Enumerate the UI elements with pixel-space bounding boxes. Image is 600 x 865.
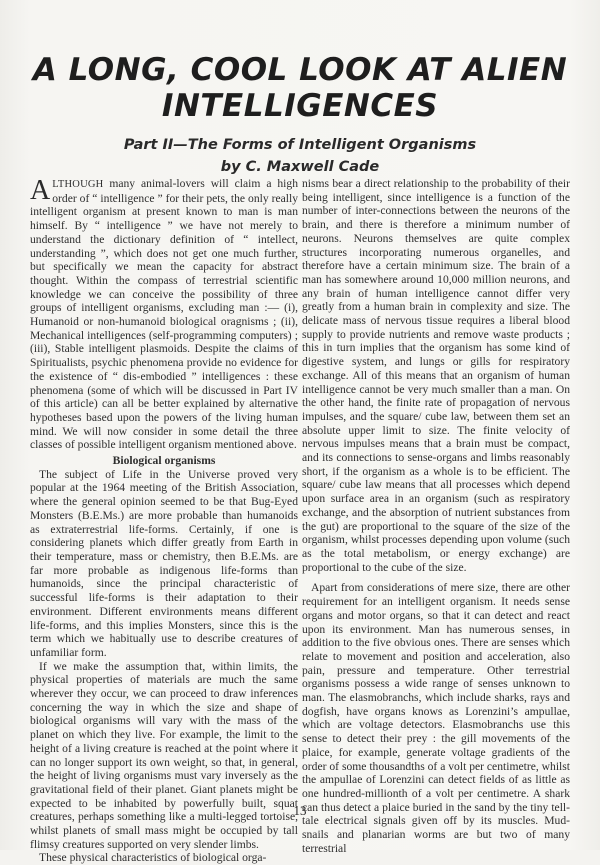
article-title <box>0 52 600 124</box>
left-column <box>30 177 298 865</box>
title-line-1: A LONG, COOL LOOK AT ALIEN <box>32 52 568 88</box>
section-heading: Biological organisms <box>112 454 216 468</box>
intro-paragraph <box>30 177 298 452</box>
title-line-2: INTELLIGENCES <box>161 88 439 124</box>
drop-cap: A <box>30 175 51 206</box>
page-number: 13 <box>293 803 307 818</box>
body-paragraph: If we make the assumption that, within limits, the physical properties of materials are much the same wherever they occur, we can proceed to draw inferences concerning the way in which the size and shape of biological organisms will vary with the mass of the planet on which they live. For example, the limit to the height of a living creature is reached at the point where it can no longer support its own weight, so that, in general, the height of living organisms must vary inversely as the gravitational field of their planet. Giant planets might be expected to be inhabited by powerfully built, squat creatures, perhaps something like a multi-legged tortoise, whilst planets of small mass might be occupied by tall flimsy creatures supported on very slender limbs. <box>30 659 298 851</box>
intro-text: many animal-lovers will claim a high order of “ intelligence ” for their pets, the only really intelligent organism at present known to man is man himself. By “ intelligence ” we have not merely to understand the dictionary definition of “ intellect, understanding ”, which does not get one much further, but specifically we mean the capacity for abstract thought. Within the compass of terrestrial scientific knowledge we can conceive the possibility of three groups of intelligent organisms, excluding man :— (i), Humanoid or non-humanoid biological oragnisms ; (ii), Mechanical intelligences (self-programming computers) ; (iii), Stable intelligent plasmoids. Despite the claims of Spiritualists, psychic phenomena provide no evidence for the existence of “ dis-embodied ” intelligences : these phenomena (some of which will be discussed in Part IV of this article) can all be better explained by alternative hypotheses based upon the powers of the living human mind. We will now consider in some detail the three classes of possible intelligent organism mentioned above. <box>30 177 298 452</box>
body-paragraph: nisms bear a direct relationship to the probability of their being intelligent, since intelligence is a function of the number of inter-connections between the neurons of the brain, and there is therefore a minimum number of neurons. Neurons themselves are quite complex structures incorporating numerous organelles, and therefore have a certain minimum size. The brain of a man has somewhere around 10,000 million neurons, and any brain of human intelligence cannot differ very greatly from a human brain in complexity and size. The delicate mass of nervous tissue requires a liberal blood supply to provide nutrients and remove waste products ; this in turn implies that the organism has some kind of digestive system, and lungs or gills for respiratory exchange. All of this means that an organism of human intelligence cannot be very much smaller than a man. On the other hand, the finite rate of propagation of nervous impulses, and the square/ cube law, between them set an absolute upper limit to size. The finite velocity of nervous impulses means that a brain must be compact, and its connections to sense-organs and limbs reasonably short, if the organism as a whole is to be efficient. The square/ cube law means that all processes which depend upon surface area in an organism (such as respiratory exchange, and the absorption of nutrient substances from the gut) are proportional to the square of the size of the organism, whilst processes depending upon volume (such as the total metabolism, or energy exchange) are proportional to the cube of the size. <box>302 177 570 574</box>
body-paragraph: Apart from considerations of mere size, there are other requirement for an intelligent organism. It needs sense organs and motor organs, so that it can detect and react upon its environment. Man has numerous senses, in addition to the five obvious ones. There are senses which relate to movement and position and acceleration, also pain, pressure and temperature. Other terrestrial organisms possess a wide range of senses unknown to man. The elasmobranchs, which include sharks, rays and dogfish, have organs knows as Lorenzini’s ampullae, which are voltage detectors. Elasmobranchs use this sense to detect their prey : the gill movements of the plaice, for example, generate voltage gradients of the order of some thousandths of a volt per centimetre, whilst the ampullae of Lorenzini can detect fields of as little as one hundred-millionth of a volt per centimetre. A shark can thus detect a plaice buried in the sand by the tiny tell-tale electrical signals given off by its muscles. Mud-snails and planarian worms are but two of many terrestrial <box>302 581 570 855</box>
lead-caps: LTHOUGH <box>52 179 104 190</box>
right-column <box>302 177 570 855</box>
article-byline: by C. Maxwell Cade <box>220 159 380 175</box>
article-subtitle-block <box>0 134 600 178</box>
article-subtitle: Part II—The Forms of Intelligent Organisms <box>123 137 477 153</box>
body-paragraph: These physical characteristics of biological orga- <box>39 851 267 865</box>
body-paragraph: The subject of Life in the Universe proved very popular at the 1964 meeting of the British Association, where the general opinion seemed to be that Bug-Eyed Monsters (B.E.Ms.) are more probable than humanoids as extraterrestrial life-forms. Certainly, if one is considering planets which differ greatly from Earth in their temperature, mass or chemistry, then B.E.Ms. are far more probable as indigenous life-forms than humanoids, since the principal characteristic of successful life-forms is their adaptation to their environment. Different environments means different life-forms, and this implies Monsters, since this is the term which we habitually use to describe creatures of unfamiliar form. <box>30 467 298 659</box>
